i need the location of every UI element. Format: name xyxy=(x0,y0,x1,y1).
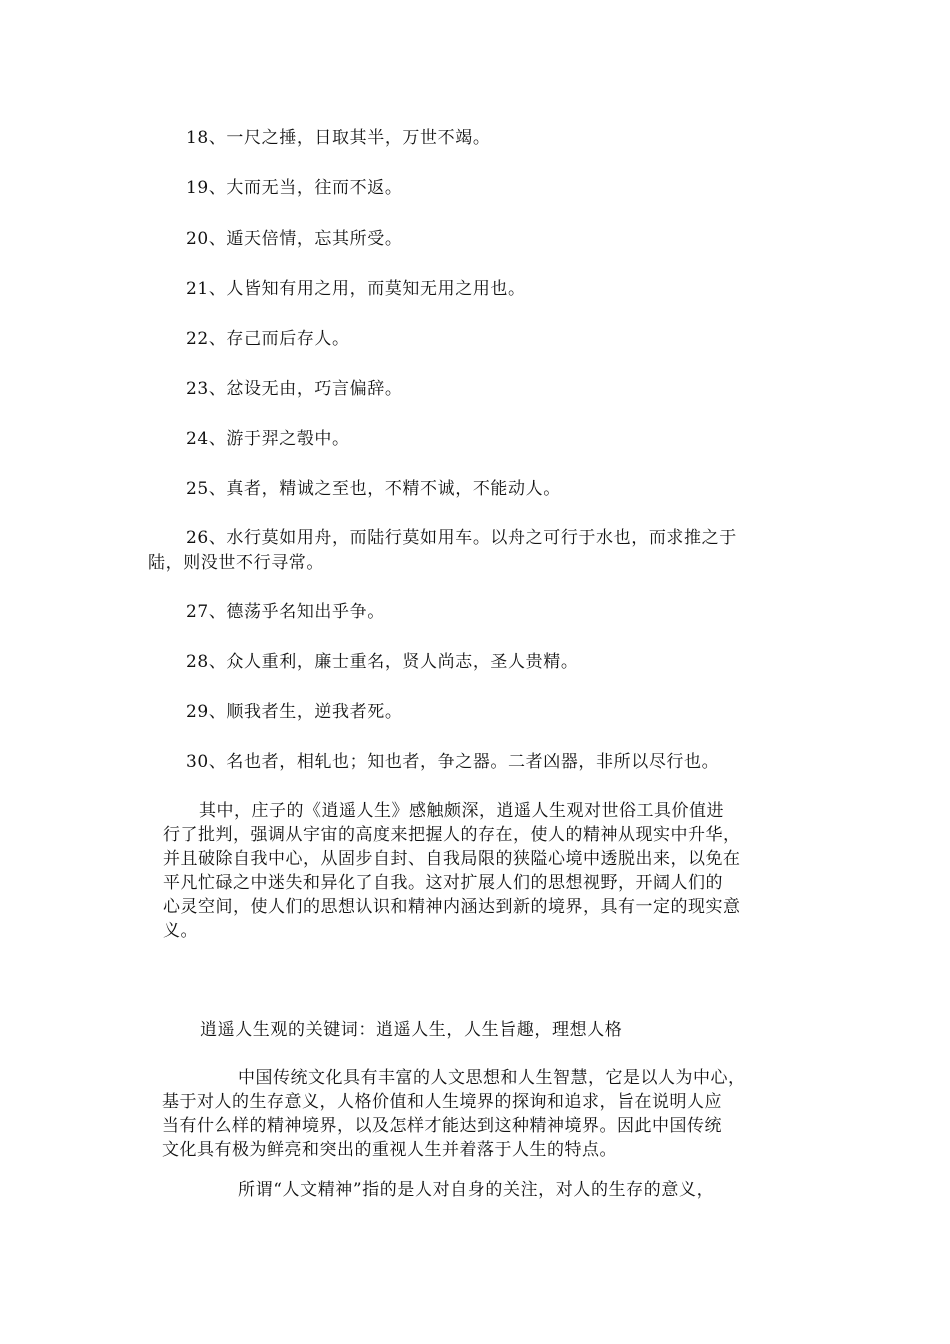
culture-line: 文化具有极为鲜亮和突出的重视人生并着落于人生的特点。 xyxy=(162,1140,617,1160)
item-19: 19、大而无当，往而不返。 xyxy=(186,178,403,198)
culture-line: 基于对人的生存意义，人格价值和人生境界的探询和追求，旨在说明人应 xyxy=(162,1092,722,1112)
summary-line: 平凡忙碌之中迷失和异化了自我。这对扩展人们的思想视野，开阔人们的 xyxy=(163,873,723,893)
summary-paragraph xyxy=(163,799,741,943)
item-26-continuation: 陆，则没世不行寻常。 xyxy=(148,553,324,573)
item-24: 24、游于羿之彀中。 xyxy=(186,429,350,449)
item-25: 25、真者，精诚之至也，不精不诚，不能动人。 xyxy=(186,479,561,499)
humanism-line: 所谓“人文精神”指的是人对自身的关注，对人的生存的意义， xyxy=(238,1180,715,1200)
summary-line: 义。 xyxy=(163,921,198,941)
summary-line: 并且破除自我中心，从固步自封、自我局限的狭隘心境中透脱出来，以免在 xyxy=(163,849,741,869)
item-18: 18、一尺之捶，日取其半，万世不竭。 xyxy=(186,128,491,148)
item-27: 27、德荡乎名知出乎争。 xyxy=(186,602,385,622)
item-20: 20、遁天倍情，忘其所受。 xyxy=(186,229,403,249)
keywords-heading: 逍遥人生观的关键词：逍遥人生，人生旨趣，理想人格 xyxy=(200,1020,623,1040)
summary-line: 心灵空间，使人们的思想认识和精神内涵达到新的境界，具有一定的现实意 xyxy=(163,897,741,917)
item-26: 26、水行莫如用舟，而陆行莫如用车。以舟之可行于水也，而求推之于 xyxy=(186,528,737,548)
culture-line: 中国传统文化具有丰富的人文思想和人生智慧，它是以人为中心， xyxy=(238,1068,746,1088)
culture-line: 当有什么样的精神境界，以及怎样才能达到这种精神境界。因此中国传统 xyxy=(162,1116,722,1136)
culture-paragraph xyxy=(162,1066,746,1162)
item-21: 21、人皆知有用之用，而莫知无用之用也。 xyxy=(186,279,526,299)
item-28: 28、众人重利，廉士重名，贤人尚志，圣人贵精。 xyxy=(186,652,579,672)
item-29: 29、顺我者生，逆我者死。 xyxy=(186,702,403,722)
summary-line: 其中，庄子的《逍遥人生》感触颇深，逍遥人生观对世俗工具价值进 xyxy=(199,801,724,821)
item-30: 30、名也者，相轧也；知也者，争之器。二者凶器，非所以尽行也。 xyxy=(186,752,720,772)
item-23: 23、忿设无由，巧言偏辞。 xyxy=(186,379,403,399)
item-22: 22、存己而后存人。 xyxy=(186,329,350,349)
summary-line: 行了批判，强调从宇宙的高度来把握人的存在，使人的精神从现实中升华， xyxy=(163,825,741,845)
